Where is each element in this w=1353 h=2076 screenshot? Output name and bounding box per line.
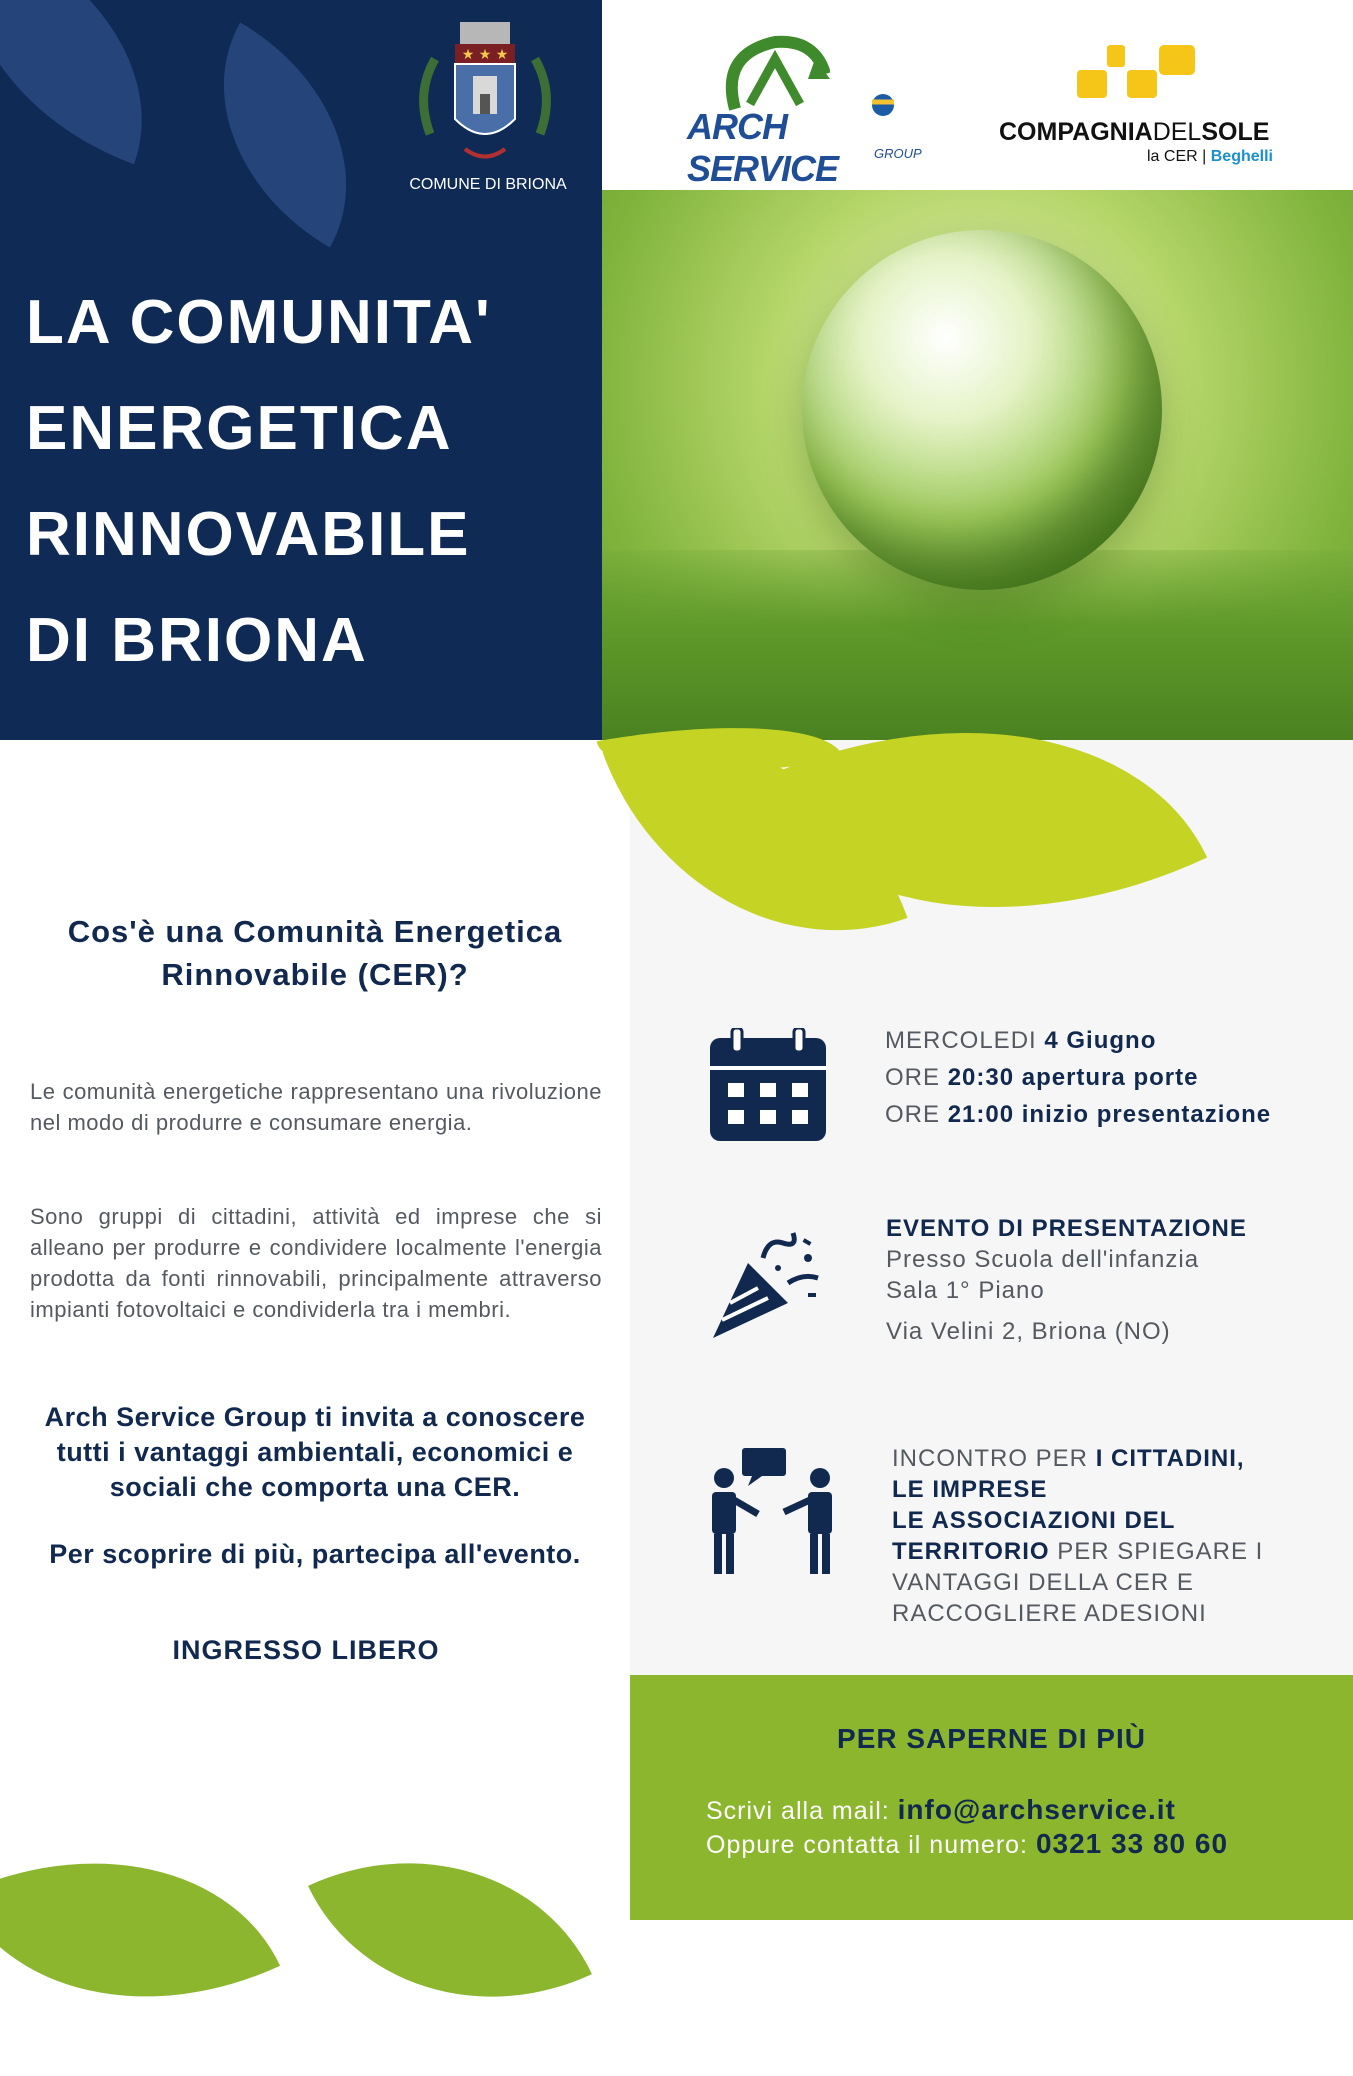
intro-paragraph: Le comunità energetiche rappresentano una rivoluzione nel modo di produrre e consumare energia.	[30, 1079, 602, 1135]
compagnia-name-b: DEL	[1152, 118, 1202, 146]
audience-territory: TERRITORIO	[892, 1538, 1050, 1565]
contact-mail	[706, 1794, 1176, 1826]
mail-label: Scrivi alla mail:	[706, 1797, 898, 1825]
title-line: DI BRIONA	[26, 606, 368, 675]
contact-phone	[706, 1828, 1228, 1860]
compagnia-name-a: COMPAGNIA	[999, 118, 1153, 146]
doors-time: 20:30 apertura porte	[947, 1064, 1199, 1091]
audience-rest: VANTAGGI DELLA CER E	[892, 1569, 1194, 1596]
contact-band	[630, 1675, 1353, 1920]
crest-icon	[410, 14, 560, 174]
decor-leaf	[308, 1793, 592, 2067]
meeting-people-icon	[708, 1448, 840, 1576]
decor-leaf	[165, 23, 405, 248]
audience-rest: PER SPIEGARE I	[1049, 1538, 1264, 1565]
date-label: MERCOLEDI	[885, 1027, 1037, 1054]
venue-address: Via Velini 2, Briona (NO)	[886, 1318, 1171, 1345]
arch-service-sub: GROUP	[874, 146, 922, 161]
time-label: ORE	[885, 1101, 941, 1128]
event-audience	[892, 1443, 1332, 1629]
page-title	[26, 270, 596, 694]
intro-paragraph: Sono gruppi di cittadini, attività ed imprese che si alleano per produrre e condividere localmente l'energia prodotta da fonti rinnovabili, principalmente attraverso impianti fotovoltaici e condividerla tra i membri.	[30, 1204, 602, 1322]
venue-room: Sala 1° Piano	[886, 1277, 1045, 1304]
globe-photo	[602, 190, 1353, 740]
compagnia-name-c: SOLE	[1201, 118, 1270, 146]
time-label: ORE	[885, 1064, 941, 1091]
arch-service-logo	[682, 34, 942, 189]
mail-link[interactable]: info@archservice.it	[897, 1794, 1176, 1825]
venue-name: Presso Scuola dell'infanzia	[886, 1246, 1200, 1273]
start-time: 21:00 inizio presentazione	[947, 1101, 1272, 1128]
compagnia-sub: la CER | Beghelli	[1147, 148, 1273, 165]
title-line: RINNOVABILE	[26, 500, 471, 569]
arch-service-name: ARCH SERVICE	[687, 106, 839, 189]
audience-prefix: INCONTRO PER	[892, 1445, 1096, 1472]
audience-companies: LE IMPRESE	[892, 1476, 1048, 1503]
decor-leaf	[0, 1784, 280, 2075]
calendar-icon	[708, 1028, 828, 1143]
compagnia-del-sole-emblem-icon	[1077, 45, 1197, 117]
compagnia-del-sole-logo	[997, 40, 1297, 170]
title-line: LA COMUNITA'	[26, 288, 492, 357]
compagnia-sub-b: Beghelli	[1210, 148, 1273, 165]
invite-cta: Per scoprire di più, partecipa all'evento.	[49, 1539, 581, 1569]
audience-associations: LE ASSOCIAZIONI DEL	[892, 1507, 1176, 1534]
svg-text:★ ★ ★: ★ ★ ★	[461, 47, 509, 63]
event-title: EVENTO DI PRESENTAZIONE	[886, 1215, 1247, 1242]
audience-citizens: I CITTADINI,	[1095, 1445, 1245, 1472]
event-venue	[886, 1213, 1326, 1347]
date-value: 4 Giugno	[1044, 1027, 1157, 1054]
phone-link[interactable]: 0321 33 80 60	[1035, 1828, 1229, 1859]
glass-globe-image	[802, 230, 1162, 590]
party-popper-icon	[708, 1228, 823, 1343]
intro-heading: Cos'è una Comunità Energetica Rinnovabile (CER)?	[67, 914, 563, 992]
title-line: ENERGETICA	[26, 394, 453, 463]
phone-label: Oppure contatta il numero:	[706, 1831, 1036, 1859]
audience-rest: RACCOGLIERE ADESIONI	[892, 1600, 1207, 1627]
compagnia-sub-a: la CER	[1147, 148, 1198, 165]
compagnia-name	[999, 118, 1269, 147]
entry-badge: INGRESSO LIBERO	[172, 1635, 440, 1665]
event-datetime	[885, 1022, 1335, 1133]
logo-bar	[602, 0, 1353, 190]
comune-label: COMUNE DI BRIONA	[409, 176, 567, 193]
contact-heading: PER SAPERNE DI PIÙ	[837, 1723, 1146, 1754]
decor-leaf	[0, 0, 192, 164]
invite-text: Arch Service Group ti invita a conoscere tutti i vantaggi ambientali, economici e sociali che comporta una CER.	[44, 1402, 586, 1502]
